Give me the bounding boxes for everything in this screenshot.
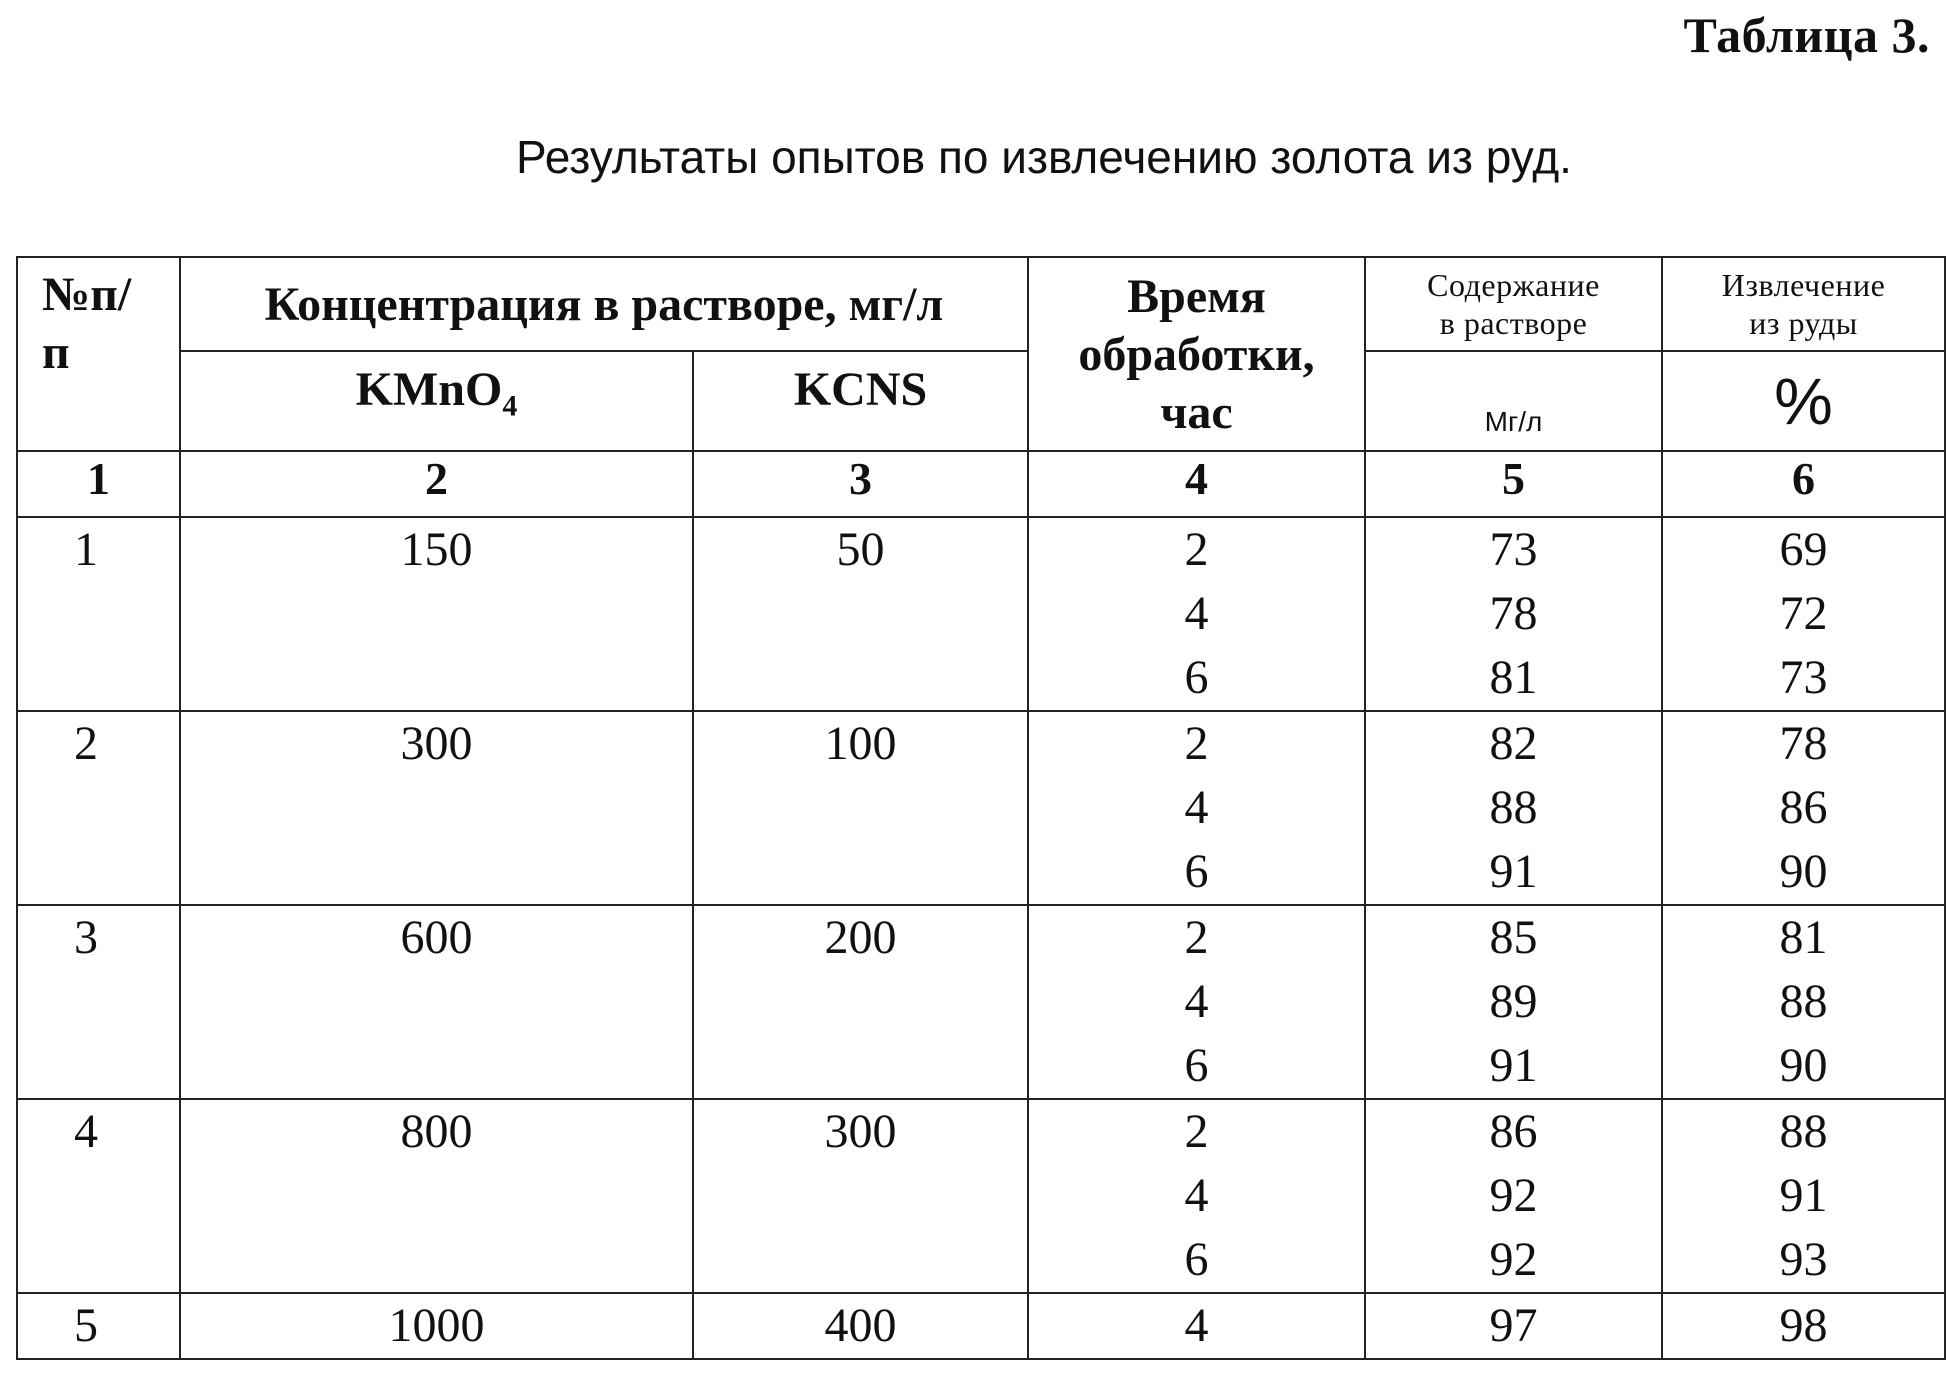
time-value: 4 — [1184, 781, 1209, 834]
content-value: 86 — [1489, 1105, 1538, 1158]
header-kmno4 — [180, 351, 693, 451]
extraction-value: 88 — [1779, 1105, 1828, 1158]
header-extraction — [1662, 257, 1945, 351]
table-row — [17, 905, 1945, 1099]
results-table — [16, 256, 1946, 1360]
extraction-value: 93 — [1779, 1233, 1828, 1286]
extraction-value: 73 — [1779, 651, 1828, 704]
extraction-value: 69 — [1779, 523, 1828, 576]
content-cell — [1365, 905, 1662, 1099]
column-number-row — [17, 451, 1945, 517]
content-value: 78 — [1489, 587, 1538, 640]
extraction-value: 91 — [1779, 1169, 1828, 1222]
content-value: 92 — [1489, 1169, 1538, 1222]
kmno4-cell: 300 — [180, 711, 693, 905]
kmno4-cell: 800 — [180, 1099, 693, 1293]
table-caption: Результаты опытов по извлечению золота из руд. — [516, 131, 1572, 183]
extraction-value: 78 — [1779, 717, 1828, 770]
kmno4-cell: 600 — [180, 905, 693, 1099]
row-number-cell: 4 — [17, 1099, 180, 1293]
extraction-cell — [1662, 711, 1945, 905]
kcns-cell: 50 — [693, 517, 1028, 711]
table-row — [17, 1293, 1945, 1359]
header-row-1 — [17, 257, 1945, 351]
column-number: 3 — [693, 451, 1028, 517]
content-cell — [1365, 517, 1662, 711]
header-kmno4-base: KMnO — [355, 363, 503, 416]
extraction-cell — [1662, 1293, 1945, 1359]
time-cell — [1028, 905, 1365, 1099]
kmno4-cell: 1000 — [180, 1293, 693, 1359]
header-content-unit: Мг/л — [1365, 351, 1662, 451]
row-number-cell: 2 — [17, 711, 180, 905]
extraction-value: 90 — [1779, 845, 1828, 898]
kcns-cell: 100 — [693, 711, 1028, 905]
content-value: 91 — [1489, 845, 1538, 898]
extraction-cell — [1662, 517, 1945, 711]
content-value: 89 — [1489, 975, 1538, 1028]
extraction-value: 72 — [1779, 587, 1828, 640]
time-cell — [1028, 711, 1365, 905]
extraction-value: 86 — [1779, 781, 1828, 834]
kcns-cell: 300 — [693, 1099, 1028, 1293]
header-npp — [17, 257, 180, 451]
extraction-cell — [1662, 1099, 1945, 1293]
time-cell — [1028, 517, 1365, 711]
row-number-cell: 3 — [17, 905, 180, 1099]
header-npp-line2: п — [42, 326, 70, 379]
header-extraction-line1: Извлечение — [1721, 267, 1886, 303]
content-value: 88 — [1489, 781, 1538, 834]
time-value: 4 — [1184, 587, 1209, 640]
content-value: 73 — [1489, 523, 1538, 576]
content-cell — [1365, 1293, 1662, 1359]
content-value: 81 — [1489, 651, 1538, 704]
time-value: 6 — [1184, 845, 1209, 898]
time-value: 4 — [1184, 975, 1209, 1028]
header-time-line3: час — [1160, 386, 1233, 439]
time-value: 2 — [1184, 1105, 1209, 1158]
header-content-line2: в растворе — [1439, 305, 1588, 341]
header-kmno4-sub: 4 — [502, 389, 518, 423]
header-extraction-unit: % — [1662, 351, 1945, 451]
header-row-2 — [17, 351, 1945, 451]
time-cell — [1028, 1293, 1365, 1359]
column-number: 2 — [180, 451, 693, 517]
time-value: 6 — [1184, 1233, 1209, 1286]
kcns-cell: 400 — [693, 1293, 1028, 1359]
column-number: 1 — [17, 451, 180, 517]
row-number-cell: 5 — [17, 1293, 180, 1359]
table-row — [17, 711, 1945, 905]
header-kcns: KCNS — [693, 351, 1028, 451]
header-extraction-line2: из руды — [1749, 305, 1858, 341]
time-value: 4 — [1184, 1169, 1209, 1222]
content-cell — [1365, 1099, 1662, 1293]
table-row — [17, 1099, 1945, 1293]
header-content-line1: Содержание — [1427, 267, 1600, 303]
header-content — [1365, 257, 1662, 351]
content-value: 92 — [1489, 1233, 1538, 1286]
content-value: 91 — [1489, 1039, 1538, 1092]
content-value: 85 — [1489, 911, 1538, 964]
column-number: 4 — [1028, 451, 1365, 517]
column-number: 5 — [1365, 451, 1662, 517]
content-value: 97 — [1489, 1299, 1538, 1352]
row-number-cell: 1 — [17, 517, 180, 711]
time-value: 2 — [1184, 911, 1209, 964]
time-value: 6 — [1184, 651, 1209, 704]
content-cell — [1365, 711, 1662, 905]
kcns-cell: 200 — [693, 905, 1028, 1099]
header-time-line1: Время — [1127, 270, 1266, 323]
header-concentration: Концентрация в растворе, мг/л — [180, 257, 1028, 351]
time-value: 4 — [1184, 1299, 1209, 1352]
header-time — [1028, 257, 1365, 451]
column-number: 6 — [1662, 451, 1945, 517]
time-value: 6 — [1184, 1039, 1209, 1092]
time-value: 2 — [1184, 717, 1209, 770]
extraction-value: 98 — [1779, 1299, 1828, 1352]
time-value: 2 — [1184, 523, 1209, 576]
content-value: 82 — [1489, 717, 1538, 770]
extraction-value: 90 — [1779, 1039, 1828, 1092]
header-time-line2: обработки, — [1078, 328, 1315, 381]
extraction-value: 88 — [1779, 975, 1828, 1028]
table-row — [17, 517, 1945, 711]
table-label: Таблица 3. — [1683, 7, 1930, 63]
extraction-cell — [1662, 905, 1945, 1099]
header-npp-line1: №п/ — [42, 268, 132, 321]
kmno4-cell: 150 — [180, 517, 693, 711]
extraction-value: 81 — [1779, 911, 1828, 964]
time-cell — [1028, 1099, 1365, 1293]
